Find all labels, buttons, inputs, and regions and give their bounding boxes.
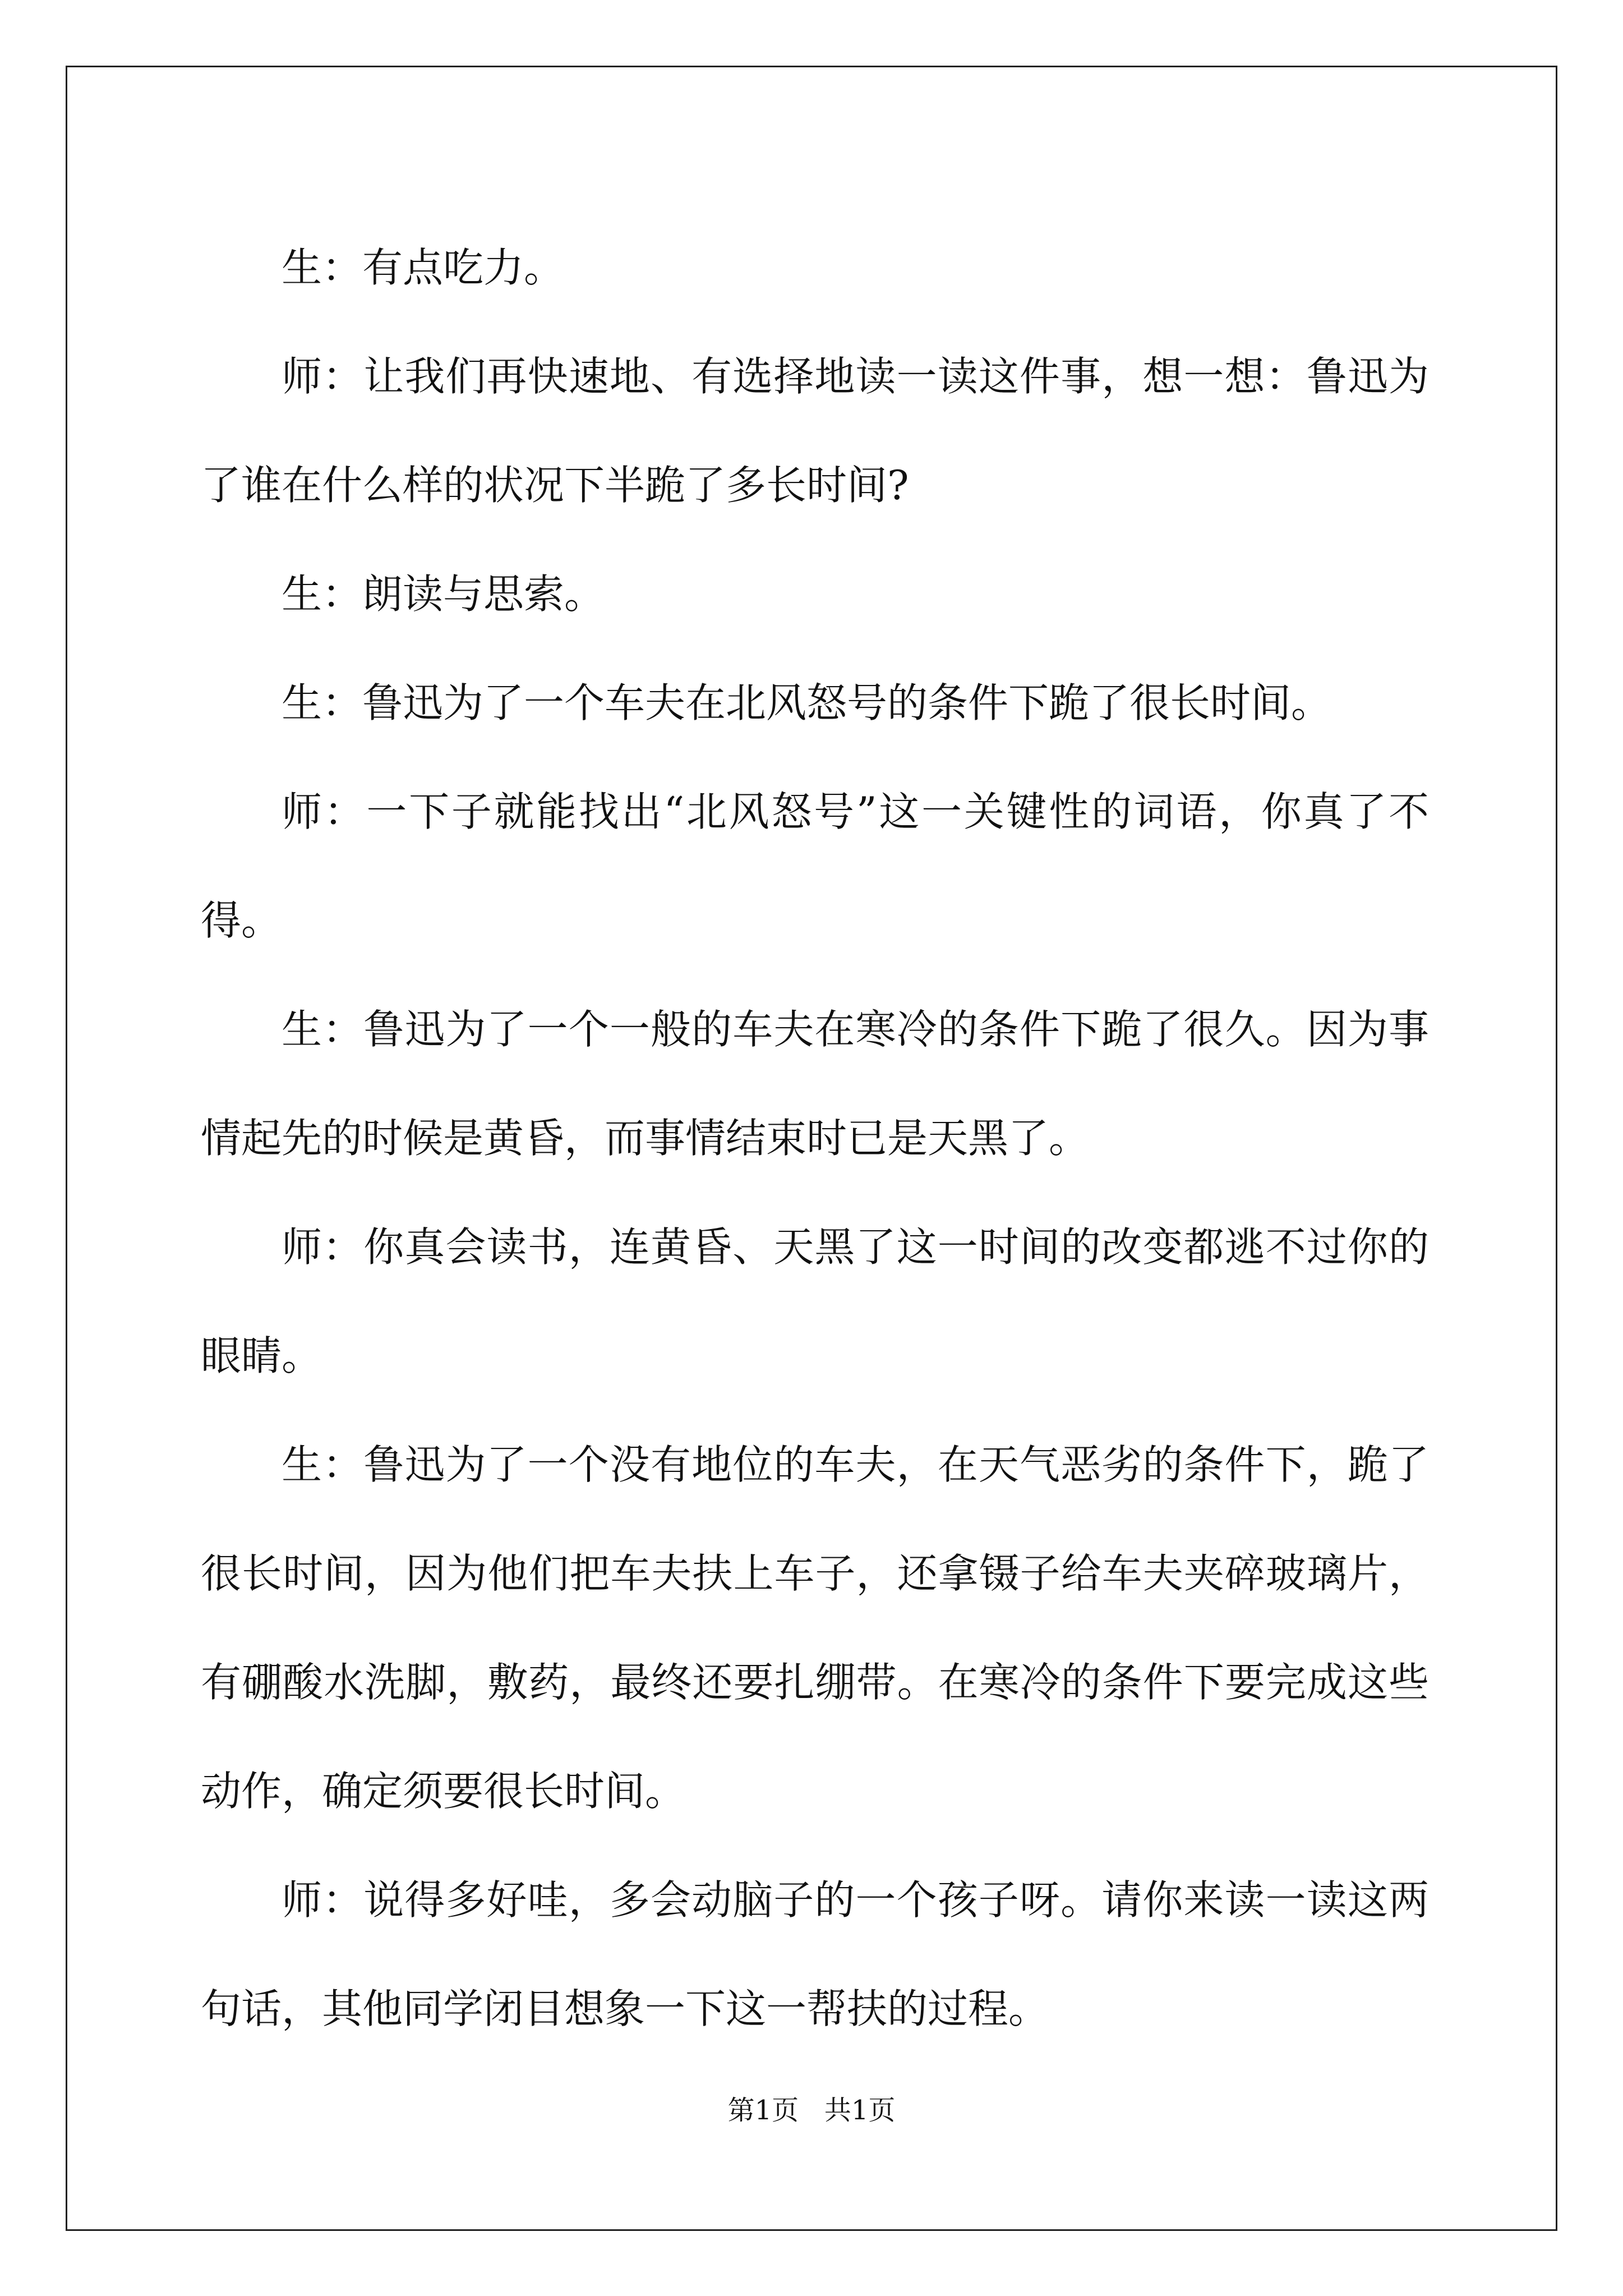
paragraph: 生：有点吃力。 — [282, 244, 565, 291]
paragraph: 师：一下子就能找出“北风怒号”这一关键性的词语，你真了不得。 — [201, 788, 1429, 944]
paragraph: 生：鲁迅为了一个没有地位的车夫，在天气恶劣的条件下，跪了很长时间，因为他们把车夫扶上车子，还拿镊子给车夫夹碎玻璃片，有硼酸水洗脚，敷药，最终还要扎绷带。在寒冷的条件下要完成这些动作，确定须要很长时间。 — [201, 1441, 1429, 1815]
page-footer: 第1页 共1页 — [727, 2095, 896, 2126]
paragraph: 生：鲁迅为了一个一般的车夫在寒冷的条件下跪了很久。因为事情起先的时候是黄昏，而事情结束时已是天黑了。 — [201, 1006, 1429, 1162]
paragraph: 师：你真会读书，连黄昏、天黑了这一时间的改变都逃不过你的眼睛。 — [201, 1223, 1429, 1379]
paragraph: 师：说得多好哇，多会动脑子的一个孩子呀。请你来读一读这两句话，其他同学闭目想象一下这一帮扶的过程。 — [201, 1876, 1429, 2032]
document-body — [201, 213, 1429, 2063]
paragraph: 生：朗读与思索。 — [282, 570, 605, 618]
paragraph: 师：让我们再快速地、有选择地读一读这件事，想一想：鲁迅为了谁在什么样的状况下半跪了多长时间? — [201, 353, 1429, 509]
paragraph: 生：鲁迅为了一个车夫在北风怒号的条件下跪了很长时间。 — [282, 679, 1332, 726]
